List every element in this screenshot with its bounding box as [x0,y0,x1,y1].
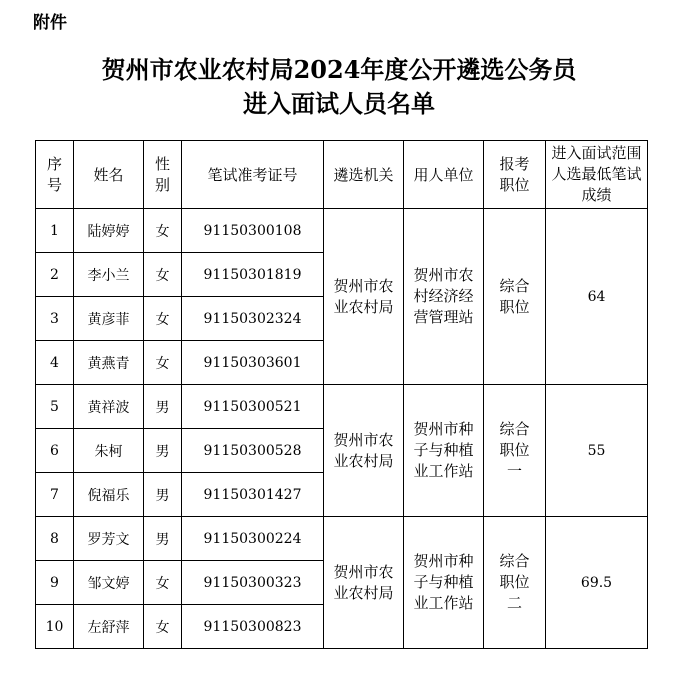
cell-agency: 贺州市农业农村局 [324,517,404,649]
cell-seq: 7 [36,473,74,517]
cell-gender: 男 [144,385,182,429]
cell-seq: 6 [36,429,74,473]
cell-min-score: 69.5 [546,517,648,649]
cell-gender: 女 [144,209,182,253]
header-name: 姓名 [74,141,144,209]
header-exam-no: 笔试准考证号 [182,141,324,209]
table-row [36,209,648,253]
cell-position: 综合职位二 [484,517,546,649]
page-subtitle: 进入面试人员名单 [243,89,435,118]
cell-name: 李小兰 [74,253,144,297]
cell-exam-no: 91150300528 [182,429,324,473]
table-header-row [36,141,648,209]
cell-seq: 3 [36,297,74,341]
cell-exam-no: 91150303601 [182,341,324,385]
header-agency: 遴选机关 [324,141,404,209]
cell-agency: 贺州市农业农村局 [324,385,404,517]
header-position: 报考职位 [484,141,546,209]
cell-name: 邹文婷 [74,561,144,605]
cell-exam-no: 91150301427 [182,473,324,517]
cell-exam-no: 91150301819 [182,253,324,297]
header-seq: 序号 [36,141,74,209]
cell-name: 罗芳文 [74,517,144,561]
cell-gender: 女 [144,297,182,341]
cell-exam-no: 91150300823 [182,605,324,649]
cell-name: 黄燕青 [74,341,144,385]
cell-position: 综合职位 [484,209,546,385]
cell-exam-no: 91150300108 [182,209,324,253]
page-title: 贺州市农业农村局2024年度公开遴选公务员 [101,55,577,84]
cell-position: 综合职位一 [484,385,546,517]
cell-name: 倪福乐 [74,473,144,517]
cell-seq: 9 [36,561,74,605]
cell-seq: 1 [36,209,74,253]
cell-gender: 女 [144,561,182,605]
cell-gender: 男 [144,429,182,473]
attachment-label: 附件 [33,13,67,33]
cell-seq: 8 [36,517,74,561]
cell-seq: 10 [36,605,74,649]
cell-seq: 4 [36,341,74,385]
cell-gender: 女 [144,253,182,297]
cell-name: 左舒萍 [74,605,144,649]
cell-exam-no: 91150302324 [182,297,324,341]
candidate-table [35,140,648,649]
cell-gender: 女 [144,341,182,385]
cell-exam-no: 91150300224 [182,517,324,561]
cell-exam-no: 91150300323 [182,561,324,605]
cell-gender: 男 [144,517,182,561]
cell-name: 黄祥波 [74,385,144,429]
cell-name: 黄彦菲 [74,297,144,341]
cell-gender: 女 [144,605,182,649]
cell-seq: 5 [36,385,74,429]
cell-employer: 贺州市农村经济经营管理站 [404,209,484,385]
cell-name: 陆婷婷 [74,209,144,253]
header-employer: 用人单位 [404,141,484,209]
cell-exam-no: 91150300521 [182,385,324,429]
cell-min-score: 64 [546,209,648,385]
cell-employer: 贺州市种子与种植业工作站 [404,517,484,649]
table-row [36,385,648,429]
cell-agency: 贺州市农业农村局 [324,209,404,385]
table-row [36,517,648,561]
cell-employer: 贺州市种子与种植业工作站 [404,385,484,517]
cell-name: 朱柯 [74,429,144,473]
cell-min-score: 55 [546,385,648,517]
header-min-score: 进入面试范围人选最低笔试成绩 [546,141,648,209]
cell-gender: 男 [144,473,182,517]
header-gender: 性别 [144,141,182,209]
cell-seq: 2 [36,253,74,297]
